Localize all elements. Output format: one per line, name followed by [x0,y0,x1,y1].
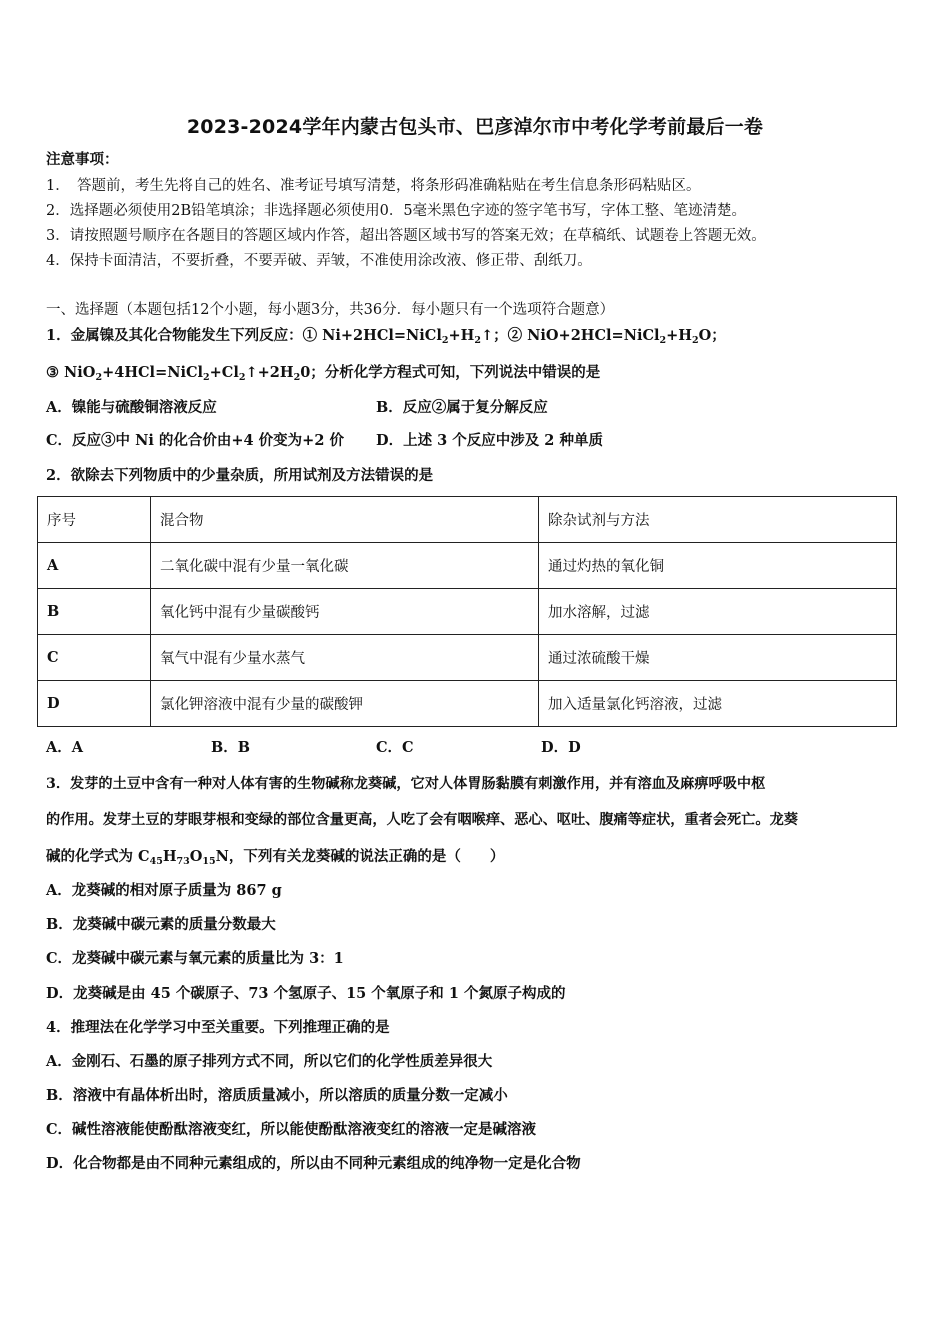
q2-stem: 2．欲除去下列物质中的少量杂质，所用试剂及方法错误的是 [46,467,434,484]
q2-option-a: A．A [46,739,84,756]
q2-option-d: D．D [541,739,581,756]
table-cell: B [38,589,151,635]
q1-option-d: D．上述 3 个反应中涉及 2 种单质 [376,432,603,449]
q4-option-c: C．碱性溶液能使酚酞溶液变红，所以能使酚酞溶液变红的溶液一定是碱溶液 [46,1121,537,1138]
q3-option-d: D．龙葵碱是由 45 个碳原子、73 个氢原子、15 个氧原子和 1 个氮原子构成的 [46,985,566,1002]
q3-stem-line3: 碱的化学式为 $C_{45}H_{73}O_{15}N$，下列有关龙葵碱的说法正确的是（ ） [46,848,505,867]
q4-option-b: B．溶液中有晶体析出时，溶质质量减小，所以溶质的质量分数一定减小 [46,1087,508,1104]
table-cell: D [38,681,151,727]
table-cell: 二氧化碳中混有少量一氧化碳 [151,543,539,589]
table-row [38,681,897,727]
q2-option-c: C．C [376,739,414,756]
q2-table [37,496,897,727]
table-cell: 通过灼热的氧化铜 [539,543,897,589]
table-header: 除杂试剂与方法 [539,497,897,543]
q3-option-b: B．龙葵碱中碳元素的质量分数最大 [46,916,276,933]
notice-item-2: 2．选择题必须使用2B铅笔填涂；非选择题必须使用0．5毫米黑色字迹的签字笔书写，字体工整、笔迹清楚。 [46,203,747,219]
table-cell: C [38,635,151,681]
q1-option-c: C．反应③中 Ni 的化合价由+4 价变为+2 价 [46,432,344,449]
table-cell: 通过浓硫酸干燥 [539,635,897,681]
table-row [38,635,897,681]
q1-option-a: A．镍能与硫酸铜溶液反应 [46,399,217,416]
table-row [38,589,897,635]
table-cell: 加入适量氯化钙溶液，过滤 [539,681,897,727]
table-cell: 氧化钙中混有少量碳酸钙 [151,589,539,635]
notice-item-1: 1． 答题前，考生先将自己的姓名、准考证号填写清楚，将条形码准确粘贴在考生信息条形码粘贴区。 [46,178,701,194]
table-header: 混合物 [151,497,539,543]
section-heading: 一、选择题（本题包括12个小题，每小题3分，共36分．每小题只有一个选项符合题意） [46,302,615,318]
table-row [38,543,897,589]
table-cell: 加水溶解，过滤 [539,589,897,635]
q4-stem: 4．推理法在化学学习中至关重要。下列推理正确的是 [46,1019,390,1036]
table-cell: 氧气中混有少量水蒸气 [151,635,539,681]
q3-option-c: C．龙葵碱中碳元素与氧元素的质量比为 3：1 [46,950,344,967]
q4-option-a: A．金刚石、石墨的原子排列方式不同，所以它们的化学性质差异很大 [46,1053,493,1070]
notice-item-3: 3．请按照题号顺序在各题目的答题区域内作答，超出答题区域书写的答案无效；在草稿纸、试题卷上答题无效。 [46,228,766,244]
q1-stem-line2: ③ $NiO_2+4HCl=NiCl_2+Cl_2↑+2H_20$；分析化学方程式可知，下列说法中错误的是 [46,364,601,383]
q3-stem-line2: 的作用。发芽土豆的芽眼芽根和变绿的部位含量更高，人吃了会有咽喉痒、恶心、呕吐、腹痛等症状，重者会死亡。龙葵 [46,812,798,828]
table-header: 序号 [38,497,151,543]
q3-option-a: A．龙葵碱的相对原子质量为 867 g [46,882,282,899]
page-title: 2023-2024学年内蒙古包头市、巴彦淖尔市中考化学考前最后一卷 [186,116,764,138]
notice-item-4: 4．保持卡面清洁，不要折叠，不要弄破、弄皱，不准使用涂改液、修正带、刮纸刀。 [46,253,592,269]
q3-stem-line1: 3．发芽的土豆中含有一种对人体有害的生物碱称龙葵碱，它对人体胃肠黏膜有刺激作用，并有溶血及麻痹呼吸中枢 [46,776,766,792]
q1-option-b: B．反应②属于复分解反应 [376,399,548,416]
notice-heading: 注意事项： [46,151,119,168]
q1-stem-line1: 1．金属镍及其化合物能发生下列反应：① $Ni+2HCl=NiCl_2+H_2↑$；② $NiO+2HCl=NiCl_2+H_2O$； [46,327,726,346]
q2-option-b: B．B [211,739,251,756]
table-cell: A [38,543,151,589]
q4-option-d: D．化合物都是由不同种元素组成的，所以由不同种元素组成的纯净物一定是化合物 [46,1155,581,1172]
table-cell: 氯化钾溶液中混有少量的碳酸钾 [151,681,539,727]
table-header-row [38,497,897,543]
